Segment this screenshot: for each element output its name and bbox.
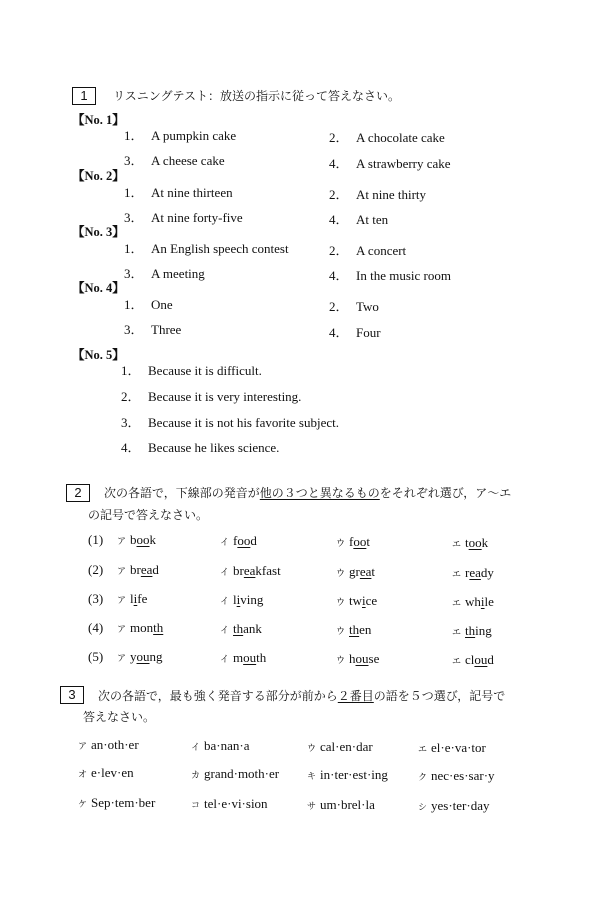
item-number: (3) — [88, 591, 104, 606]
answer-option: A concert — [356, 243, 407, 258]
syllabified-word: grand·moth·er — [204, 766, 280, 781]
word-choice — [220, 650, 266, 668]
section-3-instruction-line2: 答えなさい。 — [83, 710, 156, 724]
section-1-instruction: リスニングテスト：放送の指示に従って答えなさい。 — [113, 89, 401, 103]
syllabified-word: cal·en·dar — [320, 739, 373, 754]
syllabified-word: an·oth·er — [91, 737, 139, 752]
choice-mark: キ — [307, 772, 317, 782]
stress-word-choice — [191, 766, 279, 784]
option-number: 4． — [329, 268, 349, 283]
choice-mark: エ — [452, 540, 462, 550]
choice-mark: ア — [117, 567, 127, 577]
instruction-underlined-text: 他の３つと異なるもの — [259, 486, 380, 500]
word-part: dy — [480, 565, 494, 580]
answer-option: Because it is very interesting. — [148, 389, 302, 404]
underlined-part: i — [236, 592, 241, 607]
question-label: 【No. 2】 — [72, 169, 125, 183]
question-label: 【No. 4】 — [72, 281, 125, 295]
choice-mark: カ — [191, 771, 201, 781]
word-choice — [452, 652, 494, 670]
choice-mark: ク — [418, 773, 428, 783]
stress-word-choice — [418, 740, 486, 758]
word-choice — [117, 562, 159, 580]
option-number: 2． — [329, 130, 349, 145]
choice-mark: ア — [117, 654, 127, 664]
stress-word-choice — [307, 797, 375, 815]
answer-option: At nine thirteen — [151, 185, 233, 200]
answer-option: Because he likes science. — [148, 440, 280, 455]
answer-option: At ten — [356, 212, 389, 227]
word-choice — [117, 591, 147, 609]
word-part: r — [465, 565, 470, 580]
option-number: 1． — [124, 185, 144, 200]
word-choice — [336, 622, 371, 640]
stress-word-choice — [78, 737, 139, 755]
choice-mark: ア — [117, 625, 127, 635]
underlined-part: ou — [243, 650, 257, 665]
word-part: b — [130, 532, 137, 547]
option-number: 1． — [124, 241, 144, 256]
answer-option: A chocolate cake — [356, 130, 445, 145]
underlined-part: ea — [359, 564, 372, 579]
stress-word-choice — [418, 798, 489, 816]
option-number: 1． — [121, 363, 141, 378]
syllabified-word: tel·e·vi·sion — [204, 796, 268, 811]
underlined-part: i — [133, 591, 138, 606]
stress-word-choice — [78, 765, 134, 783]
option-number: 4． — [329, 156, 349, 171]
underlined-part: th — [233, 621, 244, 636]
choice-mark: イ — [220, 597, 230, 607]
option-number: 3． — [124, 153, 144, 168]
option-number: 2． — [329, 243, 349, 258]
syllabified-word: el·e·va·tor — [431, 740, 486, 755]
option-number: 4． — [329, 325, 349, 340]
word-part: se — [368, 651, 380, 666]
word-choice — [117, 620, 163, 638]
section-1-number-box: 1 — [72, 87, 96, 105]
choice-mark: イ — [220, 568, 230, 578]
word-choice — [336, 534, 370, 552]
choice-mark: ケ — [78, 800, 88, 810]
choice-mark: シ — [418, 803, 428, 813]
instruction-text: の語を５つ選び，記号で — [373, 689, 506, 703]
word-choice — [117, 532, 156, 550]
syllabified-word: yes·ter·day — [431, 798, 490, 813]
choice-mark: エ — [452, 570, 462, 580]
underlined-part: th — [153, 620, 164, 635]
word-part: f — [233, 533, 238, 548]
word-part: ng — [149, 649, 163, 664]
word-choice — [336, 564, 375, 582]
choice-mark: ウ — [336, 569, 346, 579]
section-2-instruction — [104, 485, 511, 501]
section-2-instruction-line2: の記号で答えなさい。 — [88, 508, 209, 522]
underlined-part: oo — [353, 534, 367, 549]
underlined-part: th — [465, 623, 476, 638]
underlined-part: ea — [243, 563, 256, 578]
word-part: ce — [365, 593, 378, 608]
option-number: 4． — [121, 440, 141, 455]
word-part: ving — [240, 592, 264, 607]
answer-option: A pumpkin cake — [151, 128, 237, 143]
syllabified-word: nec·es·sar·y — [431, 768, 495, 783]
option-number: 2． — [121, 389, 141, 404]
word-part: kfast — [255, 563, 281, 578]
word-part: cl — [465, 652, 475, 667]
item-number: (5) — [88, 649, 104, 664]
option-number: 3． — [124, 322, 144, 337]
word-part: t — [371, 564, 376, 579]
word-choice — [220, 592, 263, 610]
underlined-part: th — [349, 622, 360, 637]
choice-mark: ア — [117, 596, 127, 606]
choice-mark: イ — [220, 538, 230, 548]
option-number: 3． — [124, 210, 144, 225]
word-part: ing — [475, 623, 492, 638]
answer-option: In the music room — [356, 268, 451, 283]
choice-mark: ア — [78, 742, 88, 752]
section-2-number-box: 2 — [66, 484, 90, 502]
word-part: br — [233, 563, 244, 578]
word-part: ank — [243, 621, 262, 636]
item-number: (4) — [88, 620, 104, 635]
choice-mark: ウ — [336, 539, 346, 549]
underlined-part: ea — [469, 565, 481, 580]
stress-word-choice — [191, 796, 268, 814]
answer-option: A strawberry cake — [356, 156, 451, 171]
choice-mark: ア — [117, 537, 127, 547]
underlined-part: ou — [136, 649, 150, 664]
choice-mark: ウ — [336, 598, 346, 608]
underlined-part: oo — [468, 535, 482, 550]
answer-option: Because it is difficult. — [148, 363, 262, 378]
underlined-part: i — [480, 594, 485, 609]
stress-word-choice — [307, 739, 373, 757]
instruction-text: 次の各語で，最も強く発音する部分が前から — [98, 689, 338, 703]
word-part: l — [130, 591, 134, 606]
answer-option: A cheese cake — [151, 153, 225, 168]
option-number: 4． — [329, 212, 349, 227]
underlined-part: i — [362, 593, 366, 608]
section-3-instruction — [98, 688, 505, 704]
word-part: d — [487, 652, 494, 667]
stress-word-choice — [78, 795, 155, 813]
choice-mark: エ — [452, 599, 462, 609]
item-number: (1) — [88, 532, 104, 547]
choice-mark: エ — [452, 657, 462, 667]
choice-mark: サ — [307, 802, 317, 812]
answer-option: Four — [356, 325, 381, 340]
choice-mark: コ — [191, 801, 201, 811]
word-part: h — [349, 651, 356, 666]
word-part: k — [149, 532, 157, 547]
choice-mark: ウ — [307, 744, 317, 754]
question-label: 【No. 5】 — [72, 348, 125, 362]
word-choice — [220, 533, 257, 551]
word-part: d — [250, 533, 257, 548]
answer-option: One — [151, 297, 173, 312]
word-choice — [220, 563, 281, 581]
underlined-part: ou — [474, 652, 488, 667]
word-part: t — [465, 535, 469, 550]
word-choice — [452, 535, 488, 553]
choice-mark: エ — [418, 745, 428, 755]
question-label: 【No. 1】 — [72, 113, 125, 127]
syllabified-word: Sep·tem·ber — [91, 795, 156, 810]
syllabified-word: ba·nan·a — [204, 738, 250, 753]
underlined-part: ou — [355, 651, 369, 666]
word-part: f — [349, 534, 354, 549]
choice-mark: オ — [78, 770, 88, 780]
word-part: fe — [137, 591, 148, 606]
syllabified-word: um·brel·la — [320, 797, 375, 812]
word-choice — [220, 621, 262, 639]
underlined-part: oo — [237, 533, 251, 548]
word-part: t — [366, 534, 370, 549]
option-number: 2． — [329, 187, 349, 202]
question-label: 【No. 3】 — [72, 225, 125, 239]
answer-option: Three — [151, 322, 182, 337]
choice-mark: ウ — [336, 627, 346, 637]
word-choice — [336, 593, 377, 611]
answer-option: A meeting — [151, 266, 205, 281]
choice-mark: エ — [452, 628, 462, 638]
syllabified-word: in·ter·est·ing — [320, 767, 388, 782]
stress-word-choice — [191, 738, 249, 756]
option-number: 3． — [124, 266, 144, 281]
stress-word-choice — [418, 768, 495, 786]
syllabified-word: e·lev·en — [91, 765, 134, 780]
word-part: l — [233, 592, 237, 607]
stress-word-choice — [307, 767, 388, 785]
word-part: br — [130, 562, 141, 577]
answer-option: Two — [356, 299, 379, 314]
choice-mark: イ — [220, 626, 230, 636]
word-part: mon — [130, 620, 154, 635]
word-part: m — [233, 650, 244, 665]
section-3-number-box: 3 — [60, 686, 84, 704]
word-choice — [452, 623, 492, 641]
item-number: (2) — [88, 562, 104, 577]
option-number: 3． — [121, 415, 141, 430]
underlined-part: ea — [140, 562, 153, 577]
word-part: y — [130, 649, 137, 664]
word-choice — [452, 594, 494, 612]
instruction-text: をそれぞれ選び，ア～エ — [379, 486, 512, 500]
choice-mark: イ — [220, 655, 230, 665]
answer-option: At nine thirty — [356, 187, 427, 202]
word-part: le — [484, 594, 494, 609]
word-choice — [452, 565, 494, 583]
word-part: en — [359, 622, 372, 637]
word-part: tw — [349, 593, 363, 608]
choice-mark: ウ — [336, 656, 346, 666]
word-part: k — [481, 535, 489, 550]
word-part: gr — [349, 564, 360, 579]
word-part: th — [256, 650, 267, 665]
instruction-underlined-text: ２番目 — [337, 689, 374, 703]
underlined-part: oo — [136, 532, 150, 547]
word-choice — [117, 649, 163, 667]
answer-option: An English speech contest — [151, 241, 289, 256]
answer-option: At nine forty-five — [151, 210, 243, 225]
option-number: 2． — [329, 299, 349, 314]
word-part: d — [152, 562, 159, 577]
option-number: 1． — [124, 128, 144, 143]
instruction-text: 次の各語で，下線部の発音が — [104, 486, 260, 500]
word-choice — [336, 651, 379, 669]
option-number: 1． — [124, 297, 144, 312]
choice-mark: イ — [191, 743, 201, 753]
word-part: wh — [465, 594, 481, 609]
answer-option: Because it is not his favorite subject. — [148, 415, 339, 430]
